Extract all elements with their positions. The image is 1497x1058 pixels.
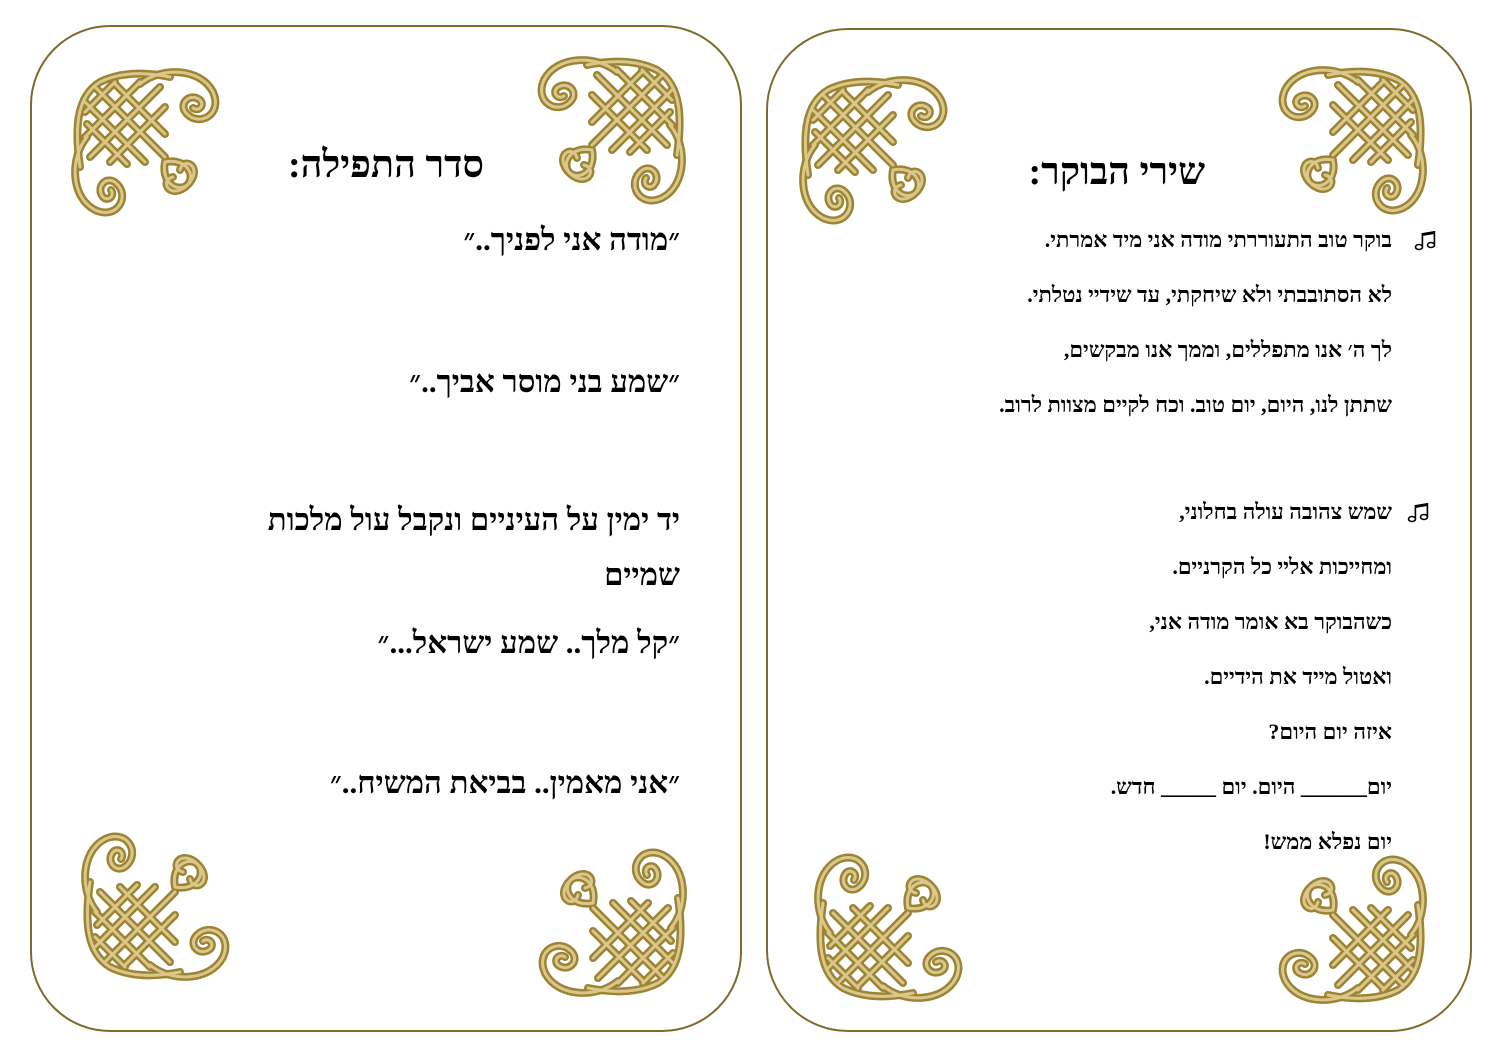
song-line: בוקר טוב התעוררתי מודה אני מיד אמרתי. <box>1044 227 1392 252</box>
prayer-line: שמיים <box>604 557 680 592</box>
bottom-left-corner-ornament-icon <box>808 843 973 1008</box>
prayer-item <box>330 755 680 810</box>
song-line: יום נפלא ממש! <box>1263 829 1392 854</box>
songs-card-title: שירי הבוקר: <box>1028 151 1205 193</box>
bottom-left-corner-ornament-icon <box>75 822 240 987</box>
song-line: לך ה׳ אנו מתפללים, וממך אנו מבקשים, <box>1063 337 1392 362</box>
bottom-right-corner-ornament-icon <box>1268 845 1433 1010</box>
song-line: שתתן לנו, היום, יום טוב. וכח לקיים מצוות לרוב. <box>999 392 1392 417</box>
prayer-item <box>378 615 680 670</box>
song-line: כשהבוקר בא אומר מודה אני, <box>1149 609 1392 634</box>
prayer-item <box>409 354 680 409</box>
bottom-right-corner-ornament-icon <box>528 838 693 1003</box>
prayer-line: ״מודה אני לפניך..״ <box>463 222 680 257</box>
song-line: שמש צהובה עולה בחלוני, <box>1179 499 1392 524</box>
top-right-corner-ornament-icon <box>1268 60 1433 225</box>
song-line: איזה יום היום? <box>1268 719 1392 744</box>
song-line: ומחייכות אליי כל הקרניים. <box>1172 554 1392 579</box>
song-line: ואטול מייד את הידיים. <box>1204 664 1392 689</box>
prayer-line: ״אני מאמין.. בביאת המשיח..״ <box>329 765 680 800</box>
song-2 <box>1111 484 1392 869</box>
prayer-line: ״קל מלך.. שמע ישראל...״ <box>377 625 680 660</box>
prayer-line: ״שמע בני מוסר אביך..״ <box>409 364 680 399</box>
top-right-corner-ornament-icon <box>527 50 692 215</box>
prayer-card-title: סדר התפילה: <box>287 144 484 186</box>
prayer-item <box>268 492 680 602</box>
song-line: יום______ היום. יום _____ חדש. <box>1110 774 1392 799</box>
song-1 <box>999 212 1392 432</box>
prayer-item <box>463 212 680 267</box>
music-note-icon <box>1413 228 1437 252</box>
prayer-line: יד ימין על העיניים ונקבל עול מלכות <box>267 502 680 537</box>
song-line: לא הסתובבתי ולא שיחקתי, עד שידיי נטלתי. <box>1027 282 1392 307</box>
top-left-corner-ornament-icon <box>793 70 958 235</box>
music-note-icon <box>1406 500 1430 524</box>
